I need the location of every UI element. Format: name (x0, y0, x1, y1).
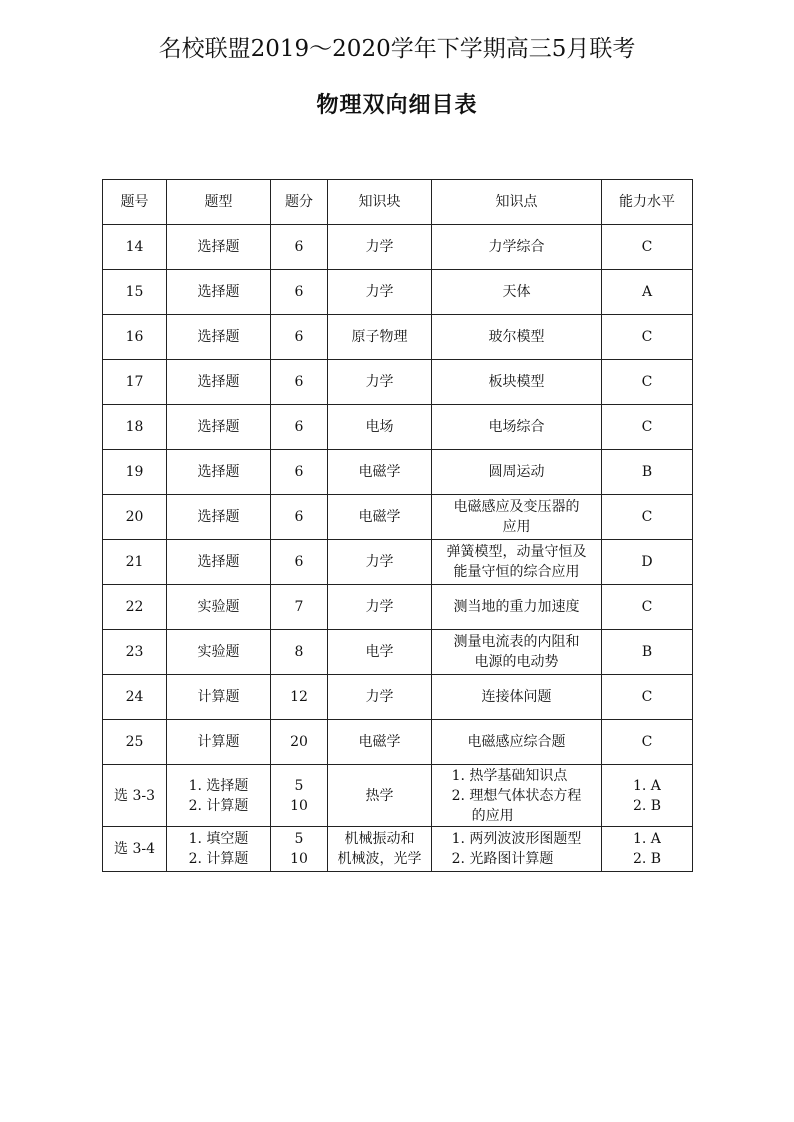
document-subtitle: 物理双向细目表 (316, 92, 478, 118)
table-cell: 22 (103, 585, 167, 630)
table-cell (167, 827, 271, 872)
table-row (103, 630, 693, 675)
table-cell: 选择题 (167, 405, 271, 450)
table-cell: 力学 (328, 225, 432, 270)
spec-table (102, 179, 693, 872)
table-cell: 电磁学 (328, 495, 432, 540)
cell-line: 2. B (632, 851, 662, 867)
table-row (103, 720, 693, 765)
table-cell: 选择题 (167, 540, 271, 585)
table-row (103, 540, 693, 585)
cell-list (189, 829, 249, 869)
cell-line: 5 (294, 831, 304, 847)
table-cell (602, 765, 693, 827)
table-cell: 7 (271, 585, 328, 630)
table-cell: 力学 (328, 675, 432, 720)
table-cell: 热学 (328, 765, 432, 827)
cell-line: 2. 计算题 (188, 851, 249, 867)
table-cell: B (602, 630, 693, 675)
table-cell: 19 (103, 450, 167, 495)
table-cell: 圆周运动 (432, 450, 602, 495)
cell-line: 机械振动和 (344, 831, 415, 847)
cell-line: 10 (290, 797, 308, 814)
table-cell: C (602, 720, 693, 765)
table-cell: 力学 (328, 585, 432, 630)
table-cell: 电场综合 (432, 405, 602, 450)
table-cell: 20 (271, 720, 328, 765)
table-cell: 24 (103, 675, 167, 720)
cell-line: 5 (294, 777, 304, 794)
table-row (103, 495, 693, 540)
cell-list (189, 776, 249, 816)
cell-line: 2. 光路图计算题 (451, 851, 554, 867)
table-cell: 选 3-4 (103, 827, 167, 872)
header-cell: 题分 (271, 180, 328, 225)
cell-line: 2. B (632, 797, 662, 814)
table-cell: C (602, 405, 693, 450)
cell-line: 1. 填空题 (188, 831, 249, 847)
table-row (103, 585, 693, 630)
table-cell: 6 (271, 540, 328, 585)
table-cell (602, 827, 693, 872)
cell-line: 2. 计算题 (188, 797, 249, 814)
table-cell: 实验题 (167, 630, 271, 675)
table-cell (271, 765, 328, 827)
table-cell: 6 (271, 315, 328, 360)
elective-row (103, 765, 693, 827)
table-cell: 实验题 (167, 585, 271, 630)
table-cell: 16 (103, 315, 167, 360)
table-cell: 8 (271, 630, 328, 675)
table-cell: 选择题 (167, 225, 271, 270)
table-cell: 6 (271, 225, 328, 270)
cell-line: 1. A (632, 777, 661, 794)
table-cell: B (602, 450, 693, 495)
cell-line: 的应用 (471, 807, 514, 824)
cell-line: 能量守恒的综合应用 (453, 564, 580, 580)
header-cell: 知识块 (328, 180, 432, 225)
cell-list (633, 776, 661, 816)
table-cell: C (602, 675, 693, 720)
table-header-row (103, 180, 693, 225)
table-cell: 电磁学 (328, 450, 432, 495)
table-cell: 23 (103, 630, 167, 675)
table-cell: 15 (103, 270, 167, 315)
table-cell: 选择题 (167, 360, 271, 405)
table-row (103, 675, 693, 720)
table-cell: 原子物理 (328, 315, 432, 360)
cell-line: 1. 两列波波形图题型 (451, 831, 582, 847)
table-cell: 选择题 (167, 315, 271, 360)
table-cell: 6 (271, 360, 328, 405)
table-cell: C (602, 315, 693, 360)
cell-list (633, 829, 661, 869)
cell-list (452, 766, 582, 826)
table-cell: D (602, 540, 693, 585)
table-cell: 力学综合 (432, 225, 602, 270)
table-cell: 测当地的重力加速度 (432, 585, 602, 630)
cell-line: 弹簧模型，动量守恒及 (446, 544, 587, 560)
cell-line: 电源的电动势 (474, 654, 559, 670)
table-cell (432, 827, 602, 872)
table-cell: 6 (271, 270, 328, 315)
cell-line: 1. 热学基础知识点 (451, 767, 568, 784)
table-cell: 6 (271, 405, 328, 450)
table-cell: A (602, 270, 693, 315)
cell-line: 机械波，光学 (337, 851, 422, 867)
table-cell (432, 765, 602, 827)
table-cell: 选择题 (167, 270, 271, 315)
table-cell (328, 827, 432, 872)
cell-line: 应用 (502, 519, 531, 535)
table-cell: 力学 (328, 540, 432, 585)
table-cell: 计算题 (167, 720, 271, 765)
table-row (103, 315, 693, 360)
header-cell: 题号 (103, 180, 167, 225)
table-cell: 电场 (328, 405, 432, 450)
document-title: 名校联盟2019～2020学年下学期高三5月联考 (158, 36, 636, 62)
table-cell: 天体 (432, 270, 602, 315)
table-cell (432, 540, 602, 585)
table-cell: C (602, 360, 693, 405)
table-cell: 18 (103, 405, 167, 450)
table-cell: 板块模型 (432, 360, 602, 405)
table-cell: 25 (103, 720, 167, 765)
table-cell: 17 (103, 360, 167, 405)
table-row (103, 450, 693, 495)
cell-line: 1. 选择题 (188, 777, 249, 794)
table-row (103, 225, 693, 270)
elective-row (103, 827, 693, 872)
table-cell: 力学 (328, 360, 432, 405)
table-cell (271, 827, 328, 872)
table-row (103, 405, 693, 450)
table-cell: 连接体问题 (432, 675, 602, 720)
table-cell: 电学 (328, 630, 432, 675)
cell-line: 测量电流表的内阻和 (453, 634, 580, 650)
cell-line: 电磁感应及变压器的 (453, 499, 580, 515)
cell-line: 2. 理想气体状态方程 (451, 787, 582, 804)
header-cell: 知识点 (432, 180, 602, 225)
table-cell: C (602, 495, 693, 540)
table-cell: 力学 (328, 270, 432, 315)
table-row (103, 360, 693, 405)
table-cell: C (602, 225, 693, 270)
table-cell (167, 765, 271, 827)
table-cell: 选 3-3 (103, 765, 167, 827)
table-cell: 12 (271, 675, 328, 720)
header-cell: 题型 (167, 180, 271, 225)
table-cell: 6 (271, 450, 328, 495)
table-row (103, 270, 693, 315)
table-cell: 玻尔模型 (432, 315, 602, 360)
table-cell: 选择题 (167, 495, 271, 540)
table-cell: 14 (103, 225, 167, 270)
table-cell: C (602, 585, 693, 630)
cell-line: 10 (290, 851, 308, 867)
header-cell: 能力水平 (602, 180, 693, 225)
cell-line: 1. A (632, 831, 661, 847)
table-cell: 21 (103, 540, 167, 585)
table-cell: 20 (103, 495, 167, 540)
table-cell: 6 (271, 495, 328, 540)
table-cell: 选择题 (167, 450, 271, 495)
table-cell (432, 495, 602, 540)
spec-table-body (103, 180, 693, 872)
table-cell: 计算题 (167, 675, 271, 720)
table-cell: 电磁学 (328, 720, 432, 765)
table-cell (432, 630, 602, 675)
cell-list (452, 829, 582, 869)
table-cell: 电磁感应综合题 (432, 720, 602, 765)
